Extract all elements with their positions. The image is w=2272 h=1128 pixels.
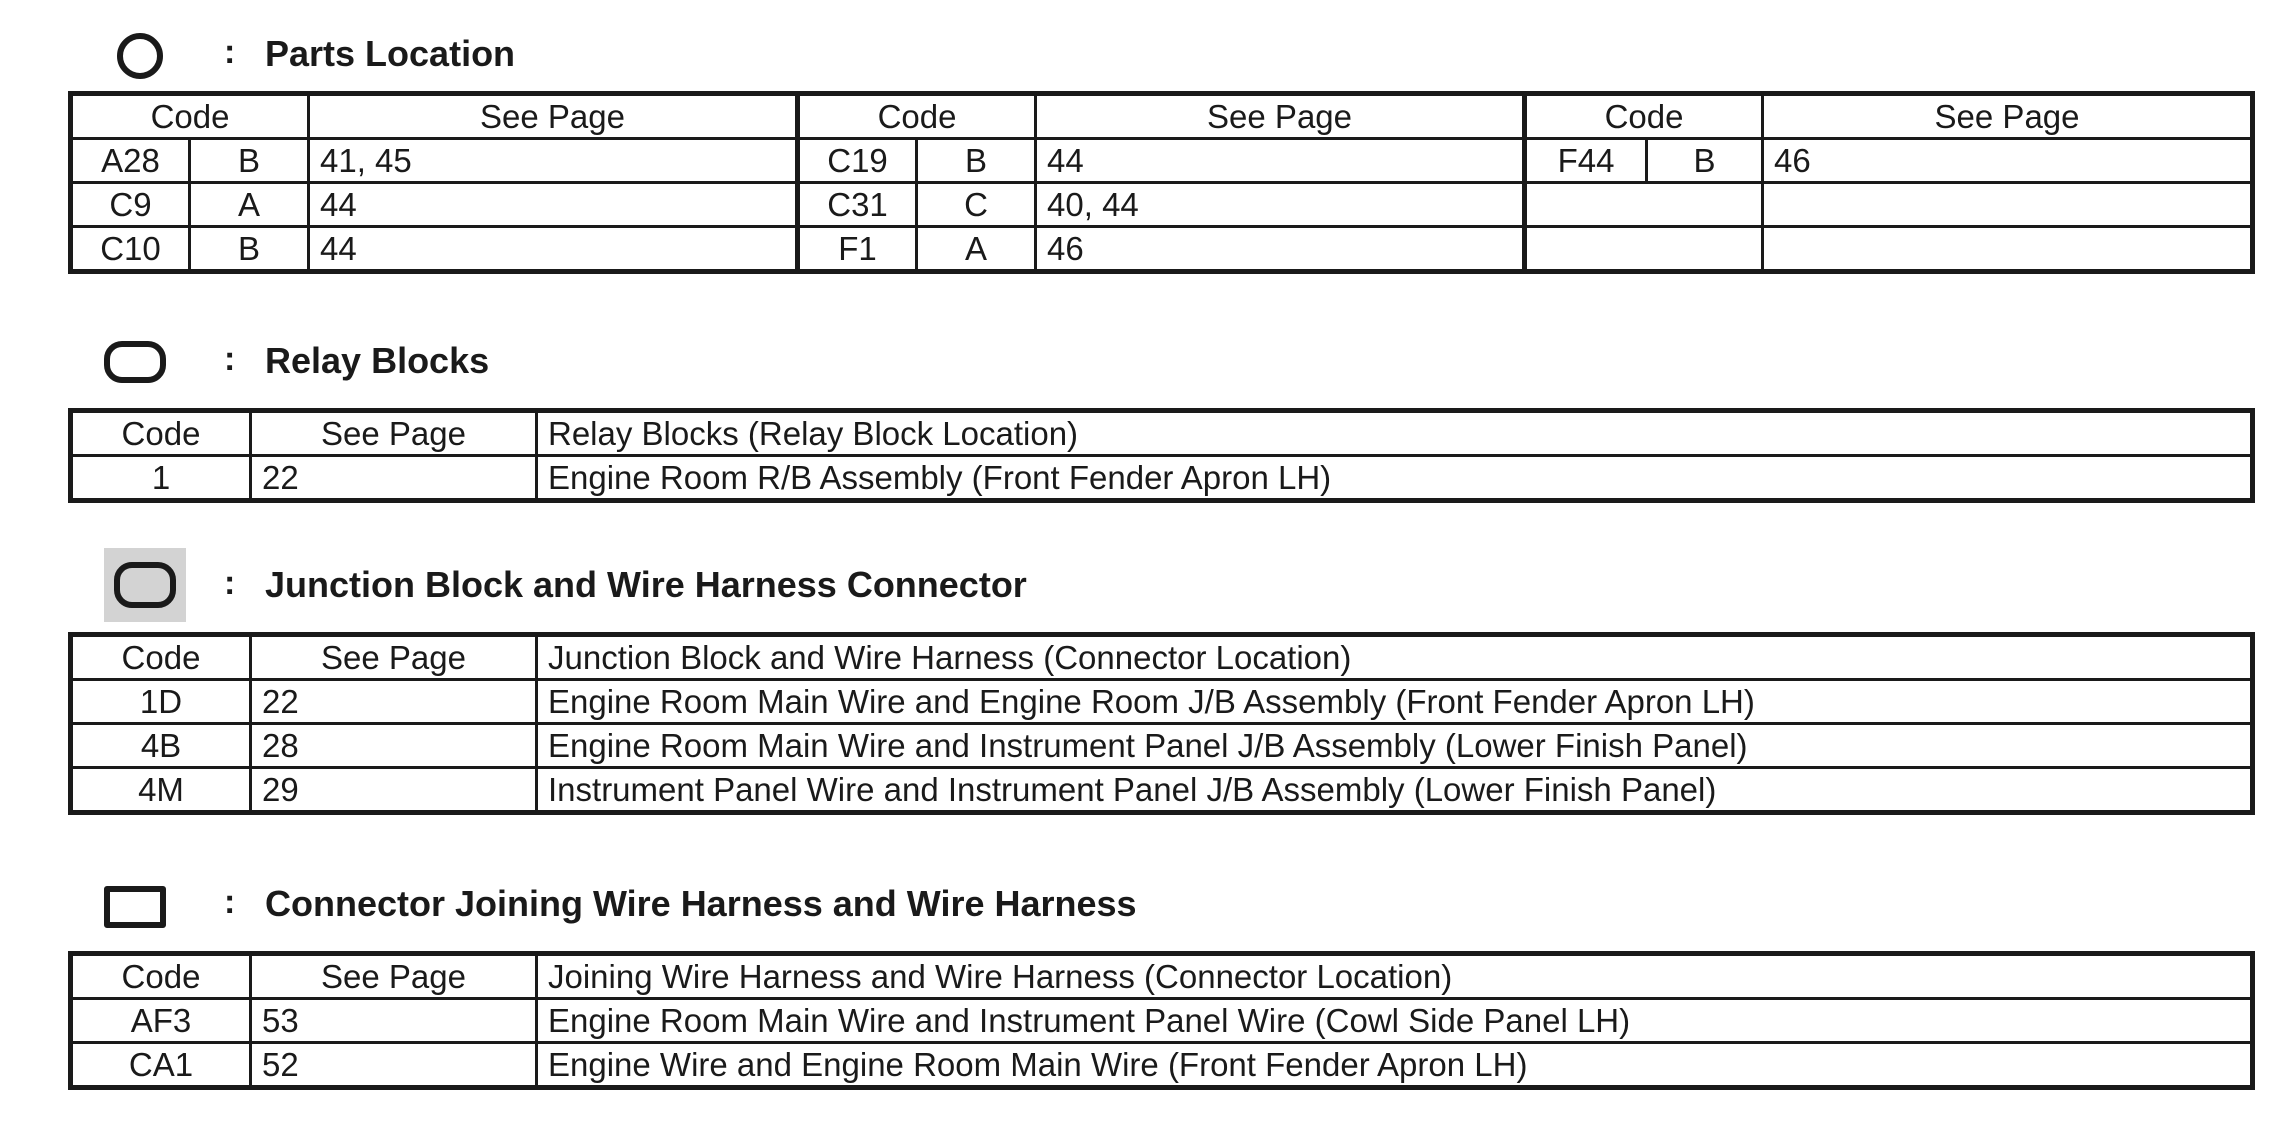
section-colon: : — [224, 340, 236, 378]
location-cell: Engine Room Main Wire and Instrument Panel Wire (Cowl Side Panel LH) — [537, 999, 2253, 1043]
page-cell: 44 — [309, 227, 798, 272]
code-cell: C9 — [71, 183, 190, 227]
location-cell: Instrument Panel Wire and Instrument Panel J/B Assembly (Lower Finish Panel) — [537, 768, 2253, 813]
section-colon: : — [224, 33, 236, 71]
parts-location-header — [0, 25, 1400, 85]
location-header: Junction Block and Wire Harness (Connector Location) — [537, 635, 2253, 680]
rectangle-symbol-icon — [104, 886, 166, 928]
see-page-header: See Page — [251, 635, 537, 680]
suffix-cell: B — [917, 139, 1036, 183]
code-cell: 4M — [71, 768, 251, 813]
junction-block-table — [68, 632, 2255, 815]
relay-blocks-table — [68, 408, 2255, 503]
code-header: Code — [798, 94, 1036, 139]
see-page-header: See Page — [251, 411, 537, 456]
suffix-cell: B — [190, 139, 309, 183]
code-cell: C31 — [798, 183, 917, 227]
code-cell: AF3 — [71, 999, 251, 1043]
page-cell: 22 — [251, 456, 537, 501]
table-header-row — [71, 94, 2253, 139]
section-colon: : — [224, 564, 236, 602]
code-cell: F1 — [798, 227, 917, 272]
page-cell: 53 — [251, 999, 537, 1043]
page-cell: 46 — [1036, 227, 1525, 272]
table-row — [71, 1043, 2253, 1088]
table-row — [71, 999, 2253, 1043]
page-cell: 52 — [251, 1043, 537, 1088]
code-cell: C10 — [71, 227, 190, 272]
code-value: F44 — [1527, 140, 1648, 181]
table-row — [71, 456, 2253, 501]
empty-cell — [1763, 183, 2253, 227]
table-row — [71, 139, 2253, 183]
page-cell: 28 — [251, 724, 537, 768]
location-cell: Engine Wire and Engine Room Main Wire (Front Fender Apron LH) — [537, 1043, 2253, 1088]
page-cell: 44 — [1036, 139, 1525, 183]
parts-location-table — [68, 91, 2255, 274]
see-page-header: See Page — [251, 954, 537, 999]
joining-connector-header — [0, 875, 1400, 935]
suffix-cell: A — [917, 227, 1036, 272]
see-page-header: See Page — [1036, 94, 1525, 139]
table-header-row — [71, 635, 2253, 680]
junction-block-title: Junction Block and Wire Harness Connector — [265, 564, 1027, 605]
empty-cell — [1525, 183, 1763, 227]
code-header: Code — [1525, 94, 1763, 139]
suffix-cell: B — [190, 227, 309, 272]
shaded-rounded-rect-symbol-icon — [104, 548, 186, 622]
relay-blocks-header — [0, 332, 1400, 392]
circle-symbol-icon — [117, 33, 163, 79]
page-cell: 46 — [1763, 139, 2253, 183]
location-header: Joining Wire Harness and Wire Harness (Connector Location) — [537, 954, 2253, 999]
page-cell: 44 — [309, 183, 798, 227]
code-cell — [1525, 139, 1763, 183]
location-cell: Engine Room Main Wire and Engine Room J/B Assembly (Front Fender Apron LH) — [537, 680, 2253, 724]
code-cell: 1D — [71, 680, 251, 724]
see-page-header: See Page — [309, 94, 798, 139]
section-colon: : — [224, 883, 236, 921]
table-row — [71, 183, 2253, 227]
page-cell: 29 — [251, 768, 537, 813]
table-row — [71, 680, 2253, 724]
suffix-value: B — [1693, 142, 1716, 179]
code-cell: CA1 — [71, 1043, 251, 1088]
code-cell: 4B — [71, 724, 251, 768]
page-cell: 40, 44 — [1036, 183, 1525, 227]
suffix-cell: A — [190, 183, 309, 227]
location-header: Relay Blocks (Relay Block Location) — [537, 411, 2253, 456]
see-page-header: See Page — [1763, 94, 2253, 139]
table-row — [71, 227, 2253, 272]
code-cell: C19 — [798, 139, 917, 183]
empty-cell — [1525, 227, 1763, 272]
suffix-cell: C — [917, 183, 1036, 227]
parts-location-title: Parts Location — [265, 33, 516, 74]
relay-blocks-title: Relay Blocks — [265, 340, 490, 381]
rounded-rect-symbol-icon — [104, 341, 166, 383]
junction-block-header — [0, 556, 1400, 616]
table-row — [71, 768, 2253, 813]
code-header: Code — [71, 954, 251, 999]
location-cell: Engine Room Main Wire and Instrument Panel J/B Assembly (Lower Finish Panel) — [537, 724, 2253, 768]
page-cell: 41, 45 — [309, 139, 798, 183]
table-row — [71, 724, 2253, 768]
code-header: Code — [71, 411, 251, 456]
table-header-row — [71, 954, 2253, 999]
code-cell: 1 — [71, 456, 251, 501]
code-header: Code — [71, 635, 251, 680]
table-header-row — [71, 411, 2253, 456]
location-cell: Engine Room R/B Assembly (Front Fender Apron LH) — [537, 456, 2253, 501]
page-cell: 22 — [251, 680, 537, 724]
joining-connector-title: Connector Joining Wire Harness and Wire Harness — [265, 883, 1137, 924]
joining-connector-table — [68, 951, 2255, 1090]
code-header: Code — [71, 94, 309, 139]
empty-cell — [1763, 227, 2253, 272]
code-cell: A28 — [71, 139, 190, 183]
